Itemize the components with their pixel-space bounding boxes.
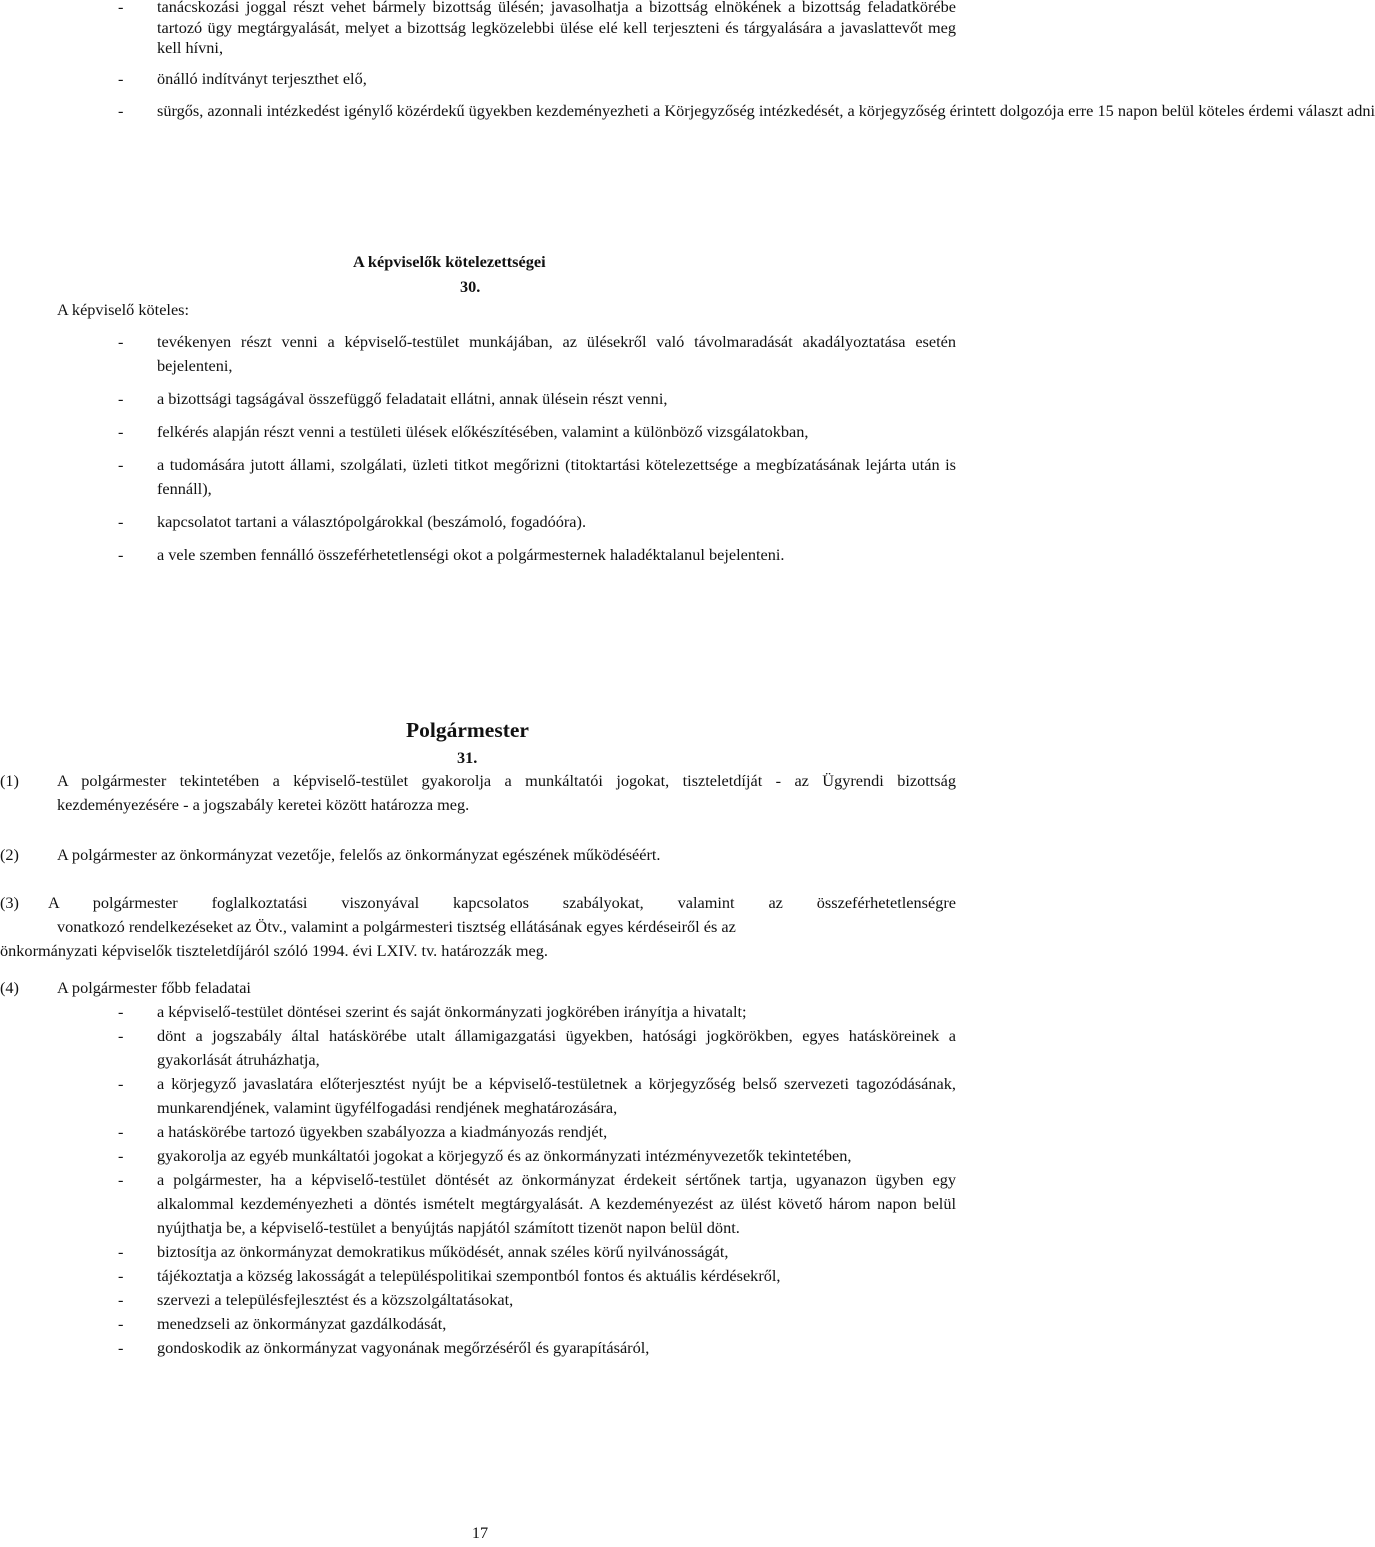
section-title: A képviselők kötelezettségei (353, 252, 546, 271)
paragraph-number: (3) (0, 893, 19, 912)
paragraph-1: (1) A polgármester tekintetében a képviselő-testület gyakorolja a munkáltatói jogokat, tiszteletdíját - az Ügyrendi bizottság kezdeményezésére - a jogszabály keretei között határozza meg. (0, 771, 956, 814)
dash-marker: - (118, 0, 124, 16)
page-number: 17 (471, 1523, 489, 1542)
list-item: - a tudomására jutott állami, szolgálati, üzleti titkot megőrizni (titoktartási kötelezettsége a megbízatásának lejárta után is fennáll), (118, 455, 956, 498)
dash-marker: - (118, 1266, 124, 1285)
dash-marker: - (118, 1146, 124, 1165)
list-item: - a bizottsági tagságával összefüggő feladatait ellátni, annak ülésein részt venni, (0, 387, 960, 411)
paragraph-4: (4) A polgármester főbb feladatai (0, 976, 960, 1000)
dash-marker: - (118, 1170, 124, 1189)
dash-marker: - (118, 1002, 124, 1021)
list-item: - a körjegyző javaslatára előterjesztést nyújt be a képviselő-testületnek a körjegyzőség belső szervezeti tagozódásának, munkarendjének, valamint ügyfélfogadási rendjének meghatározására, (118, 1074, 956, 1117)
dash-marker: - (118, 1074, 124, 1093)
list-item: - tevékenyen részt venni a képviselő-testület munkájában, az ülésekről való távolmaradását akadályoztatása esetén bejelenteni, (118, 332, 956, 375)
dash-marker: - (118, 1122, 124, 1141)
paragraph-number: (2) (0, 845, 19, 864)
list-item: - biztosítja az önkormányzat demokratikus működését, annak széles körű nyilvánosságát, (0, 1240, 960, 1264)
list-item: - önálló indítványt terjeszthet elő, (0, 67, 960, 91)
dash-marker: - (118, 1338, 124, 1357)
list-item: - tájékoztatja a község lakosságát a településpolitikai szempontból fontos és aktuális kérdésekről, (0, 1264, 960, 1288)
list-item: - szervezi a településfejlesztést és a közszolgáltatásokat, (0, 1288, 960, 1312)
section-title: Polgármester (406, 718, 529, 742)
list-item: - menedzseli az önkormányzat gazdálkodását, (0, 1312, 960, 1336)
section-number: 31. (457, 748, 478, 767)
dash-marker: - (118, 68, 124, 88)
list-item: - kapcsolatot tartani a választópolgárokkal (beszámoló, fogadóóra). (0, 510, 960, 534)
section-number: 30. (460, 277, 481, 296)
dash-marker: - (118, 100, 124, 120)
dash-marker: - (118, 1026, 124, 1045)
section-30-list (0, 330, 960, 567)
dash-marker: - (118, 1290, 124, 1309)
list-item: - felkérés alapján részt venni a testületi ülések előkészítésében, valamint a különböző vizsgálatokban, (0, 420, 960, 444)
dash-marker: - (118, 1314, 124, 1333)
dash-marker: - (118, 1242, 124, 1261)
paragraph-number: (4) (0, 978, 19, 997)
list-item: - a vele szemben fennálló összeférhetetlenségi okot a polgármesternek haladéktalanul bejelenteni. (0, 543, 960, 567)
dash-marker: - (118, 389, 124, 408)
mayor-duties-list (0, 1000, 960, 1360)
dash-marker: - (118, 422, 124, 441)
list-item: - sürgős, azonnali intézkedést igénylő közérdekű ügyekben kezdeményezheti a Körjegyzőség intézkedését, a körjegyzőség érintett dolgozója erre 15 napon belül köteles érdemi választ adni (0, 99, 960, 123)
list-item: - dönt a jogszabály által hatáskörébe utalt államigazgatási ügyekben, hatósági jogkörökben, egyes hatásköreinek a gyakorlását átruházhatja, (118, 1026, 956, 1069)
top-list (0, 0, 1375, 123)
paragraph-number: (1) (0, 771, 19, 790)
list-item: - gondoskodik az önkormányzat vagyonának megőrzéséről és gyarapításáról, (0, 1336, 960, 1360)
list-item: - tanácskozási joggal részt vehet bármely bizottság ülésén; javasolhatja a bizottság elnökének a bizottság feladatkörébe tartozó ügy megtárgyalását, melyet a bizottság legközelebbi ülése elé kell terjeszteni és tárgyalására a javaslattevőt meg kell hívni, (0, 0, 960, 59)
list-item: - gyakorolja az egyéb munkáltatói jogokat a körjegyző és az önkormányzati intézményvezetők tekintetében, (0, 1144, 960, 1168)
list-item: - a polgármester, ha a képviselő-testület döntését az önkormányzat érdekeit sértőnek tartja, ugyanazon ügyben egy alkalommal kezdeményezheti a döntés ismételt megtárgyalását. A kezdeményezést az ülést követő három napon belül nyújthatja be, a képviselő-testület a benyújtás napjától számított tizenöt napon belül dönt. (118, 1170, 956, 1237)
paragraph-3: (3) A polgármester foglalkoztatási viszonyával kapcsolatos szabályokat, valamint az összeférhetetlenségre vonatkozó rendelkezéseket az Ötv., valamint a polgármesteri tisztség ellátásának egyes kérdéseiről és az önkormányzati képviselők tiszteletdíjáról szóló 1994. évi LXIV. tv. határozzák meg. (0, 893, 956, 960)
dash-marker: - (118, 455, 124, 474)
dash-marker: - (118, 332, 124, 351)
list-item: - a képviselő-testület döntései szerint és saját önkormányzati jogkörében irányítja a hivatalt; (0, 1000, 960, 1024)
dash-marker: - (118, 545, 124, 564)
list-item: - a hatáskörébe tartozó ügyekben szabályozza a kiadmányozás rendjét, (0, 1120, 960, 1144)
section-intro: A képviselő köteles: (57, 300, 190, 319)
dash-marker: - (118, 512, 124, 531)
paragraph-2: (2) A polgármester az önkormányzat vezetője, felelős az önkormányzat egészének működéséért. (0, 843, 960, 867)
